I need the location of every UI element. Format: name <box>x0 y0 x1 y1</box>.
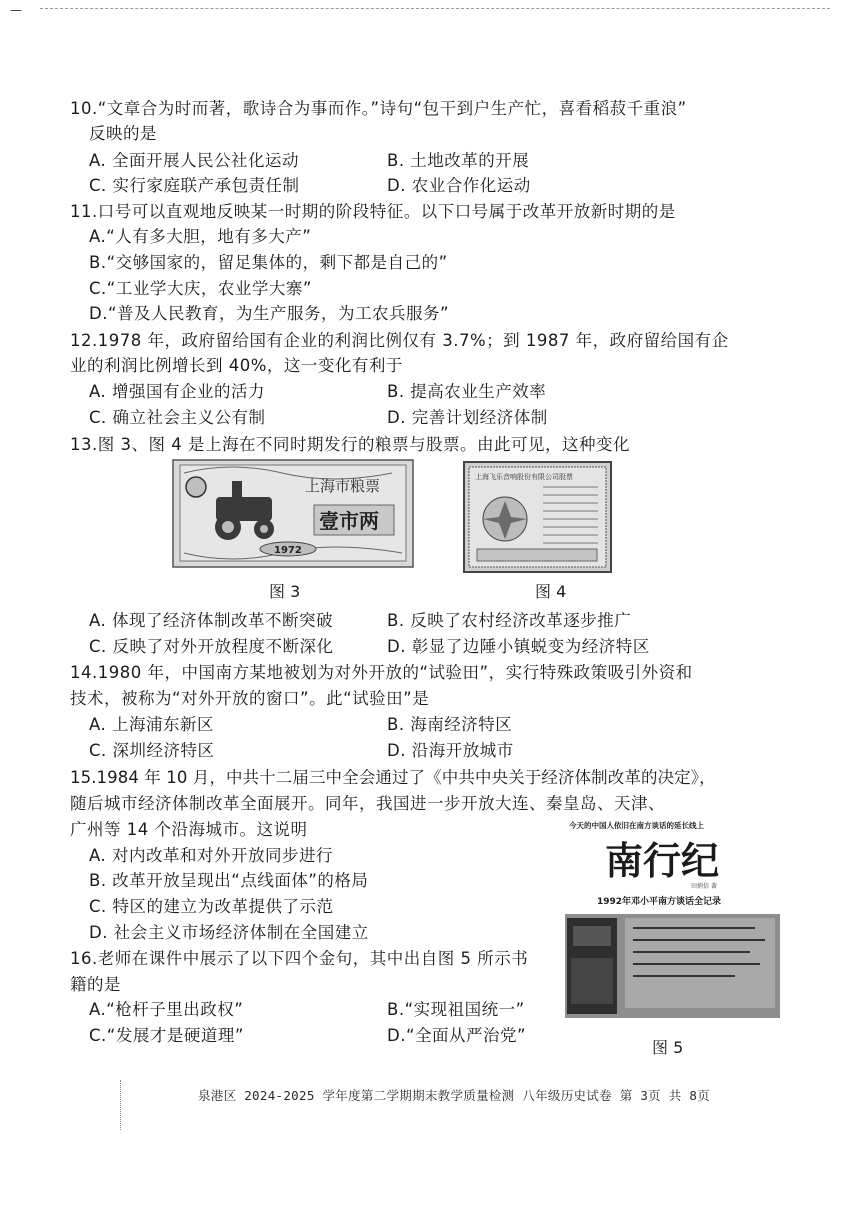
q11-option-b: B.“交够国家的，留足集体的，剩下都是自己的” <box>89 253 448 272</box>
fig3-denomination-text: 壹市两 <box>319 509 379 533</box>
figure-4-stock-certificate <box>463 461 612 573</box>
figure-5-caption: 图 5 <box>652 1038 684 1057</box>
fig5-title-text: 南行纪 <box>605 838 720 883</box>
q14-option-d: D. 沿海开放城市 <box>387 741 514 760</box>
q13-option-d: D. 彰显了边陲小镇蜕变为经济特区 <box>387 637 650 656</box>
q15-option-b: B. 改革开放呈现出“点线面体”的格局 <box>89 871 369 890</box>
fig5-banner-text: 今天的中国人依旧在南方谈话的延长线上 <box>569 821 704 830</box>
q13-option-a: A. 体现了经济体制改革不断突破 <box>89 611 333 630</box>
q12-option-d: D. 完善计划经济体制 <box>387 408 548 427</box>
q12-stem-line1: 12.1978 年，政府留给国有企业的利润比例仅有 3.7%；到 1987 年，政府留给国有企 <box>70 331 729 350</box>
fig5-author-text: 田炳信 著 <box>691 883 717 890</box>
q10-option-a: A. 全面开展人民公社化运动 <box>89 151 299 170</box>
q15-stem-line1: 15.1984 年 10 月，中共十二届三中全会通过了《中共中央关于经济体制改革的决定》， <box>70 768 716 787</box>
q10-stem-line1: 10.“文章合为时而著，歌诗合为事而作。”诗句“包干到户生产忙，喜看稻菽千重浪” <box>70 99 687 118</box>
q11-stem-line1: 11.口号可以直观地反映某一时期的阶段特征。以下口号属于改革开放新时期的是 <box>70 202 676 221</box>
q16-option-c: C.“发展才是硬道理” <box>89 1026 244 1045</box>
q16-option-d: D.“全面从严治党” <box>387 1026 527 1045</box>
q14-stem-line1: 14.1980 年，中国南方某地被划为对外开放的“试验田”，实行特殊政策吸引外资和 <box>70 663 693 682</box>
q15-option-c: C. 特区的建立为改革提供了示范 <box>89 897 334 916</box>
figure-4-caption: 图 4 <box>535 582 567 601</box>
q10-option-d: D. 农业合作化运动 <box>387 176 531 195</box>
q14-option-c: C. 深圳经济特区 <box>89 741 215 760</box>
q12-option-a: A. 增强国有企业的活力 <box>89 382 265 401</box>
fig5-subtitle-text: 1992年邓小平南方谈话全记录 <box>597 897 722 907</box>
fig3-year-text: 1972 <box>274 545 302 556</box>
q15-stem-line3: 广州等 14 个沿海城市。这说明 <box>70 820 308 839</box>
q15-option-a: A. 对内改革和对外开放同步进行 <box>89 846 333 865</box>
q14-option-a: A. 上海浦东新区 <box>89 715 214 734</box>
fig3-title-text: 上海市粮票 <box>305 477 381 495</box>
q15-stem-line2: 随后城市经济体制改革全面展开。同年，我国进一步开放大连、秦皇岛、天津、 <box>70 794 665 813</box>
binding-mark <box>120 1080 127 1130</box>
q10-stem-line2: 反映的是 <box>89 124 157 143</box>
figure-5-book-cover <box>565 818 780 1018</box>
q14-stem-line2: 技术，被称为“对外开放的窗口”。此“试验田”是 <box>70 689 430 708</box>
q13-option-b: B. 反映了农村经济改革逐步推广 <box>387 611 632 630</box>
q16-option-b: B.“实现祖国统一” <box>387 1000 525 1019</box>
figure-3-grain-ticket <box>172 459 414 568</box>
q11-option-d: D.“普及人民教育，为生产服务，为工农兵服务” <box>89 304 450 323</box>
q16-stem-line1: 16.老师在课件中展示了以下四个金句，其中出自图 5 所示书 <box>70 949 529 968</box>
q11-option-c: C.“工业学大庆，农业学大寨” <box>89 279 312 298</box>
figure-3-caption: 图 3 <box>269 582 301 601</box>
q10-option-b: B. 土地改革的开展 <box>387 151 530 170</box>
q11-option-a: A.“人有多大胆，地有多大产” <box>89 227 312 246</box>
q12-stem-line2: 业的利润比例增长到 40%，这一变化有利于 <box>70 356 403 375</box>
page-footer: 泉港区 2024-2025 学年度第二学期期末教学质量检测 八年级历史试卷 第 3页 共 8页 <box>198 1088 711 1103</box>
q14-option-b: B. 海南经济特区 <box>387 715 513 734</box>
top-dashed-rule <box>40 8 830 9</box>
q16-stem-line2: 籍的是 <box>70 975 121 994</box>
corner-mark: — <box>10 3 22 17</box>
q15-option-d: D. 社会主义市场经济体制在全国建立 <box>89 923 369 942</box>
q16-option-a: A.“枪杆子里出政权” <box>89 1000 244 1019</box>
q12-option-b: B. 提高农业生产效率 <box>387 382 547 401</box>
fig4-header-text: 上海飞乐音响股份有限公司股票 <box>475 473 573 481</box>
q13-stem-line1: 13.图 3、图 4 是上海在不同时期发行的粮票与股票。由此可见，这种变化 <box>70 435 630 454</box>
q10-option-c: C. 实行家庭联产承包责任制 <box>89 176 300 195</box>
q12-option-c: C. 确立社会主义公有制 <box>89 408 266 427</box>
q13-option-c: C. 反映了对外开放程度不断深化 <box>89 637 334 656</box>
